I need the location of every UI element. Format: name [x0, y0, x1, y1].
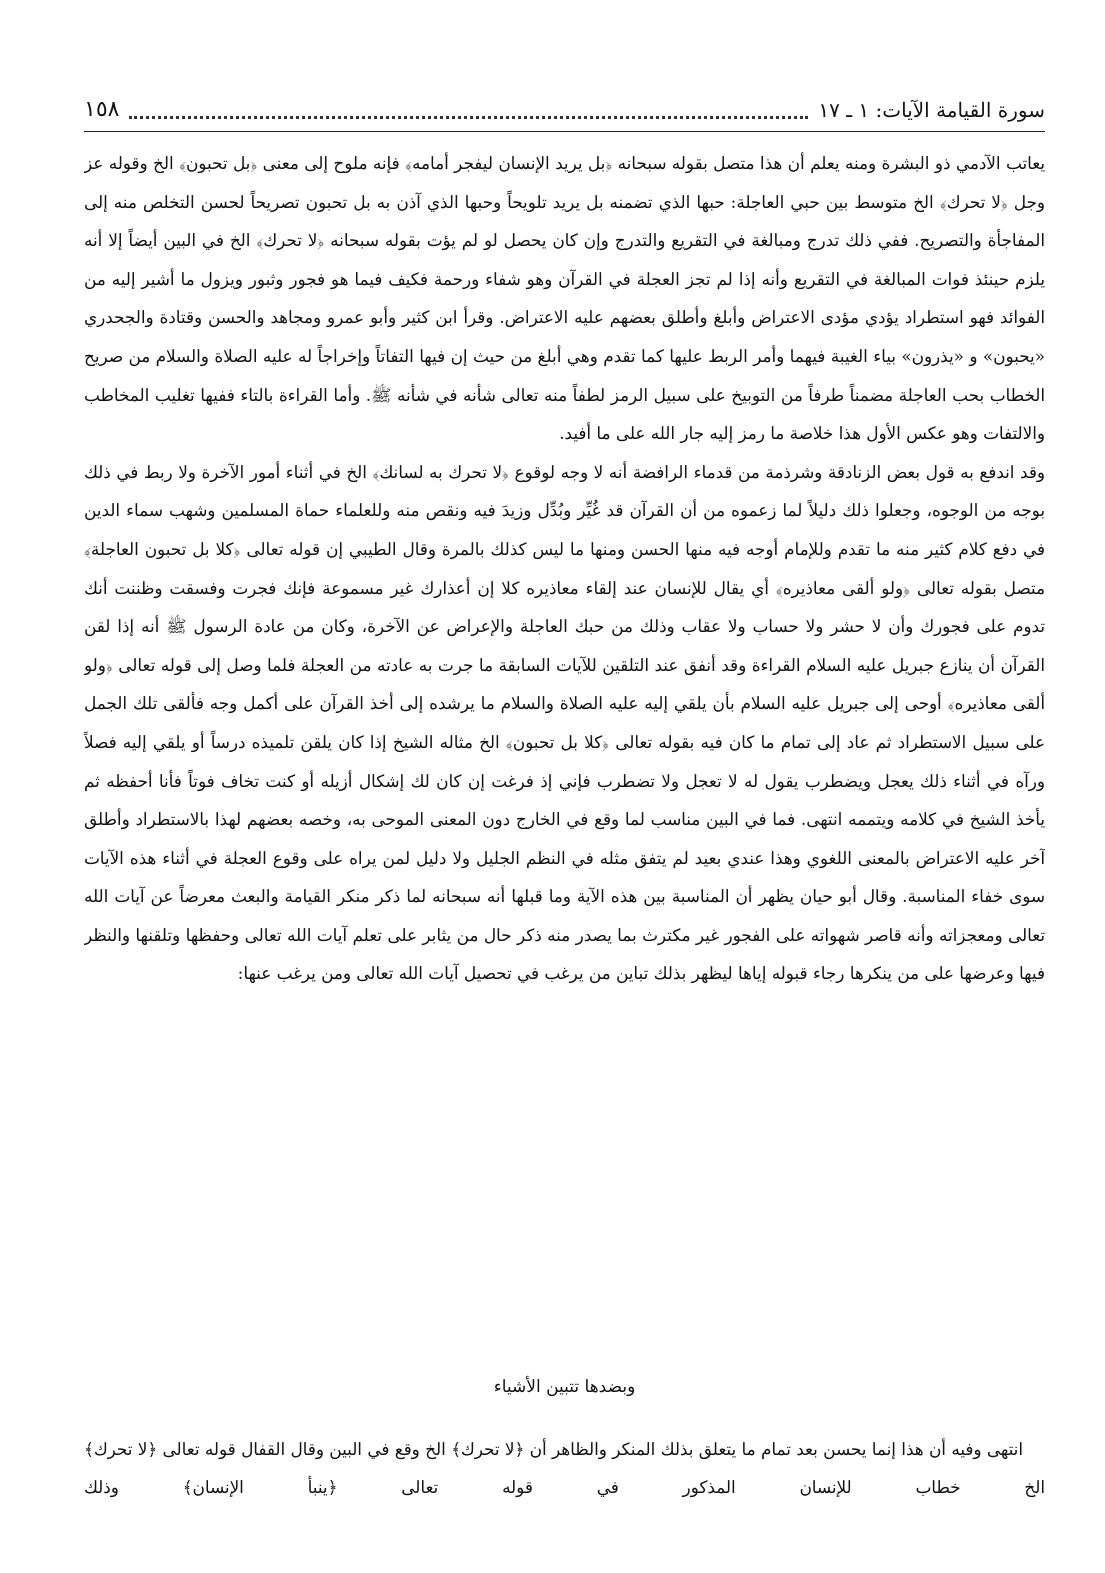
- main-text: [84, 144, 1045, 1364]
- running-header: [84, 92, 1045, 128]
- poetry-verse: وبضدها تتبين الأشياء: [493, 1377, 636, 1397]
- surah-title: سورة القيامة الآيات: ١ ـ ١٧: [818, 98, 1045, 122]
- continuation-text: [84, 1430, 1045, 1510]
- header-rule: [84, 131, 1045, 132]
- paragraph: يعاتب الآدمي ذو البشرة ومنه يعلم أن هذا متصل بقوله سبحانه ﴿بل يريد الإنسان ليفجر أمامه﴾ فإنه ملوح إلى معنى ﴿بل تحبون﴾ الخ وقوله عز وجل ﴿لا تحرك﴾ الخ متوسط بين حبي العاجلة: حبها الذي تضمنه بل يريد تلويحاً وحبها الذي آذن به بل تحبون تصريحاً لحسن التخلص منه إلى المفاجأة والتصريح. ففي ذلك تدرج ومبالغة في التقريع والتدرج وإن كان يحصل لو لم يؤت بقوله سبحانه ﴿لا تحرك﴾ الخ في البين أيضاً إلا أنه يلزم حينئذ فوات المبالغة في التقريع وأنه إذا لم تجز العجلة في القرآن وهو شفاء ورحمة فكيف فيما هو فجور وثبور ويزول ما أشير إليه من الفوائد فهو استطراد يؤدي مؤدى الاعتراض وأبلغ وأطلق بعضهم عليه الاعتراض. وقرأ ابن كثير وأبو عمرو ومجاهد والحسن وقتادة والجحدري «يحبون» و «يذرون» بياء الغيبة فيهما وأمر الربط عليها كما تقدم وهي أبلغ من حيث إن فيها التفاتاً وإخراجاً له عليه الصلاة والسلام من صريح الخطاب بحب العاجلة مضمناً طرفاً من التوبيخ على سبيل الرمز لطفاً منه تعالى شأنه في شأنه ﷺ. وأما القراءة بالتاء ففيها تغليب المخاطب والالتفات وهو عكس الأول هذا خلاصة ما رمز إليه جار الله على ما أفيد.: [84, 153, 1045, 444]
- paragraph: وقد اندفع به قول بعض الزنادقة وشرذمة من قدماء الرافضة أنه لا وجه لوقوع ﴿لا تحرك به لسانك﴾ الخ في أثناء أمور الآخرة ولا ربط في ذلك بوجه من الوجوه، وجعلوا ذلك دليلاً لما زعموه من أن القرآن قد غُيِّر وبُدِّل وزيدَ فيه ونقص منه وللعلماء حماة المسلمين وشهب سماء الدين في دفع كلام كثير منه ما تقدم وللإمام أوجه فيه منها الحسن ومنها ما ليس كذلك بالمرة وقال الطيبي إن قوله تعالى ﴿كلا بل تحبون العاجلة﴾ متصل بقوله تعالى ﴿ولو ألقى معاذيره﴾ أي يقال للإنسان عند إلقاء معاذيره كلا إن أعذارك غير مسموعة فإنك فجرت وفسقت وظننت أنك تدوم على فجورك وأن لا حشر ولا حساب ولا عقاب وذلك من حبك العاجلة والإعراض عن الآخرة، وكان من عادة الرسول ﷺ أنه إذا لقن القرآن أن ينازع جبريل عليه السلام القراءة وقد أنفق عند التلقين للآيات السابقة ما جرت به عادته من العجلة فلما وصل إلى قوله تعالى ﴿ولو ألقى معاذيره﴾ أوحى إلى جبريل عليه السلام بأن يلقي إليه عليه الصلاة والسلام ما يرشده إلى أخذ القرآن على أكمل وجه فألقى تلك الجمل على سبيل الاستطراد ثم عاد إلى تمام ما كان فيه بقوله تعالى ﴿كلا بل تحبون﴾ الخ مثاله الشيخ إذا كان يلقن تلميذه درساً أو يلقي إليه فصلاً ورآه في أثناء ذلك يعجل ويضطرب يقول له لا تعجل ولا تضطرب فإني إذ فرغت إن كان لك إشكال أزيله أو كنت تخاف فوتاً فأنا أحفظه ثم يأخذ الشيخ في كلامه ويتممه انتهى. فما في البين مناسب لما وقع في الخارج دون المعنى الموحى به، وخصه بعضهم لهذا بالاستطراد وأطلق آخر عليه الاعتراض بالمعنى اللغوي وهذا عندي بعيد لم يتفق مثله في النظم الجليل ولا دليل لمن يراه على وقوع العجلة في أثناء هذه الآيات سوى خفاء المناسبة. وقال أبو حيان يظهر أن المناسبة بين هذه الآية وما قبلها أنه سبحانه لما ذكر منكر القيامة والبعث معرضاً عن آيات الله تعالى ومعجزاته وأنه قاصر شهواته على الفجور غير مكترث بما يصدر منه ذكر حال من يثابر على تعلم آيات الله تعالى وحفظها وتلقنها والنظر فيها وعرضها على من ينكرها رجاء قبوله إياها ليظهر بذلك تباين من يرغب في تحصيل آيات الله تعالى ومن يرغب عنها:: [84, 461, 1045, 984]
- leader-dots: [129, 114, 808, 119]
- page-number: ١٥٨: [84, 97, 120, 122]
- paragraph: انتهى وفيه أن هذا إنما يحسن بعد تمام ما يتعلق بذلك المنكر والظاهر أن ﴿لا تحرك﴾ الخ وقع في البين وقال القفال قوله تعالى ﴿لا تحرك﴾ الخ خطاب للإنسان المذكور في قوله تعالى ﴿ينبأ الإنسان﴾ وذلك: [84, 1439, 1045, 1497]
